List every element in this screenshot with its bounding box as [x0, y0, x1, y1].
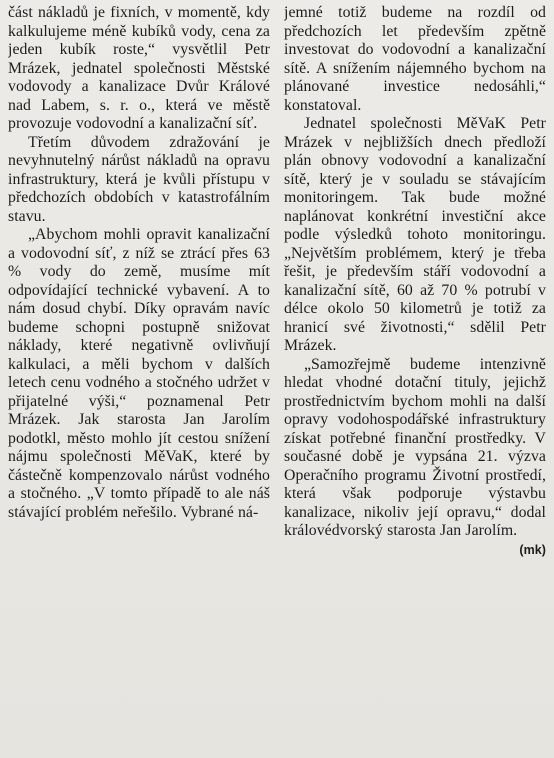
article-paragraph: „Abychom mohli opravit kanalizační a vodovodní síť, z níž se ztrácí přes 63 % vody do země, musíme mít odpovídající technické vybavení. A to nám dosud chybí. Díky opravám navíc budeme schopni postupně snižovat náklady, které negativně ovlivňují kalkulaci, a měli bychom v dalších letech cenu vodného a stočného udržet v přijatelné výši,“ poznamenal Petr Mrázek. Jak starosta Jan Jarolím podotkl, město mohlo jít cestou snížení nájmu společnosti MěVaK, které by částečně kompenzovalo nárůst vodného a stočného. „V tomto případě to ale náš stávající problém neřešilo. Vybrané ná- [8, 226, 270, 521]
article-columns [8, 4, 546, 758]
article-paragraph: Jednatel společnosti MěVaK Petr Mrázek v nejbližších dnech předloží plán obnovy vodovodní a kanalizační sítě, který je v souladu se stávajícím monitoringem. Tak bude možné naplánovat konkrétní investiční akce podle výsledků tohoto monitoringu. „Největším problémem, který je třeba řešit, je především stáří vodovodní a kanalizační sítě, 60 až 70 % potrubí v délce okolo 50 kilometrů je totiž za hranicí své životnosti,“ sdělil Petr Mrázek. [284, 115, 546, 354]
article-paragraph: Třetím důvodem zdražování je nevyhnutelný nárůst nákladů na opravu infrastruktury, která je kvůli přístupu v předchozích obdobích v katastrofálním stavu. [8, 133, 270, 225]
article-paragraph: jemné totiž budeme na rozdíl od předchozích let především zpětně investovat do vodovodní a kanalizační sítě. A snížením nájemného bychom na plánované investice nedosáhli,“ konstatoval. [284, 4, 546, 114]
author-signature: (mk) [519, 542, 546, 557]
article-paragraph-text: „Samozřejmě budeme intenzivně hledat vhodné dotační tituly, jejichž prostřednictvím bychom mohli na další opravy vodohospodářské infrastruktury získat potřebné finanční prostředky. V současné době je vypsána 21. výzva Operačního programu Životní prostředí, která však podporuje výstavbu kanalizace, nikoliv její opravu,“ dodal královédvorský starosta Jan Jarolím. [284, 355, 546, 539]
article-column-right [284, 4, 546, 758]
article-column-left [8, 4, 270, 758]
article-paragraph [284, 355, 546, 557]
article-paragraph: část nákladů je fixních, v momentě, kdy kalkulujeme méně kubíků vody, cena za jeden kubík roste,“ vysvětlil Petr Mrázek, jednatel společnosti Městské vodovody a kanalizace Dvůr Králové nad Labem, s. r. o., která ve městě provozuje vodovodní a kanalizační síť. [8, 4, 270, 132]
